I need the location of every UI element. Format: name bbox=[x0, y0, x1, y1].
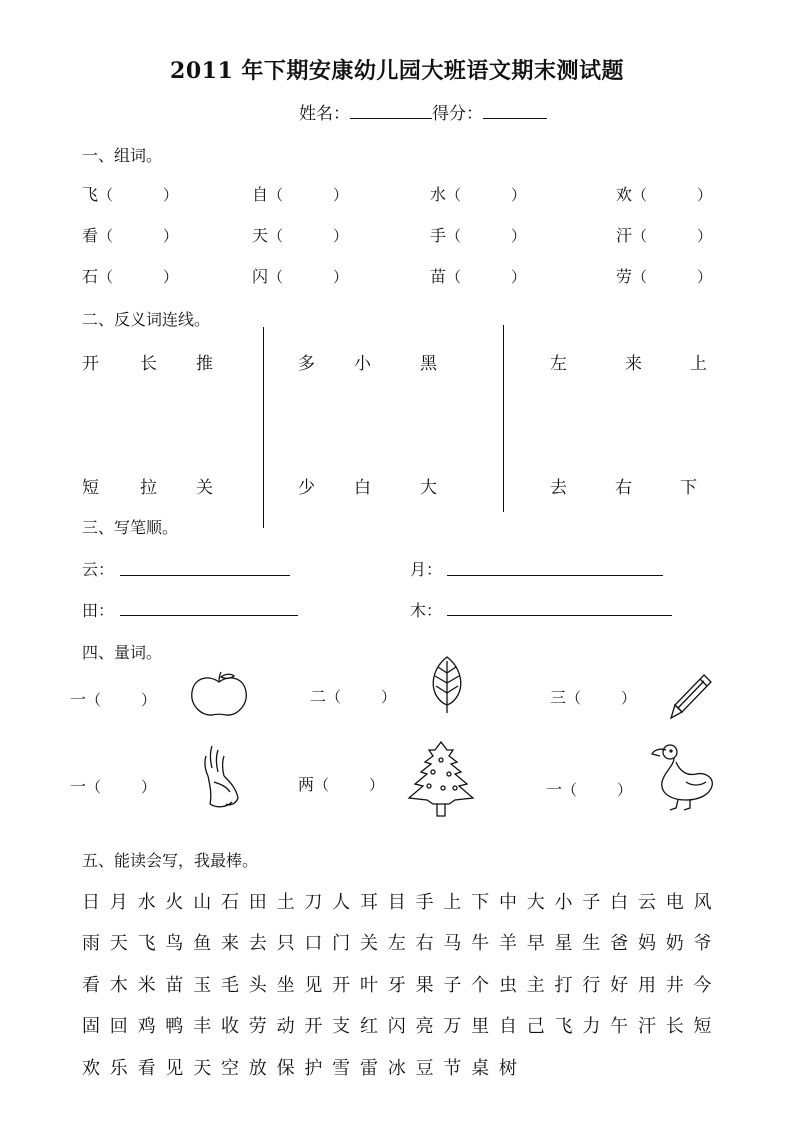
reading-char: 收 bbox=[220, 1016, 239, 1037]
antonym-word[interactable]: 下 bbox=[680, 478, 697, 498]
reading-char: 来 bbox=[220, 933, 239, 954]
antonym-word[interactable]: 黑 bbox=[420, 354, 437, 374]
score-label: 得分： bbox=[432, 104, 483, 124]
reading-char: 开 bbox=[332, 975, 351, 996]
reading-char: 木 bbox=[109, 975, 128, 996]
zuci-char: 石 bbox=[82, 267, 99, 286]
antonym-word[interactable]: 大 bbox=[420, 478, 437, 498]
zuci-item: 石（ ） bbox=[82, 267, 179, 286]
reading-char: 日 bbox=[82, 892, 100, 913]
zuci-char: 飞 bbox=[82, 185, 99, 204]
zuci-item: 飞（ ） bbox=[82, 185, 179, 204]
section-2-heading: 二、反义词连线。 bbox=[82, 310, 211, 329]
measure-answer[interactable] bbox=[101, 689, 141, 705]
reading-char: 田 bbox=[248, 892, 267, 913]
zuci-char: 自 bbox=[252, 185, 269, 204]
measure-answer[interactable] bbox=[581, 687, 621, 703]
zuci-char: 天 bbox=[252, 226, 269, 245]
antonym-word[interactable]: 白 bbox=[354, 478, 371, 498]
reading-char: 红 bbox=[359, 1016, 378, 1037]
reading-char: 手 bbox=[415, 892, 434, 913]
reading-char: 米 bbox=[137, 975, 156, 996]
zuci-item: 手（ ） bbox=[430, 226, 527, 245]
reading-char: 爷 bbox=[693, 933, 712, 954]
antonym-word[interactable]: 长 bbox=[140, 354, 157, 374]
number-char: 两 bbox=[298, 775, 315, 794]
number-char: 三 bbox=[550, 688, 567, 707]
reading-char: 短 bbox=[693, 1016, 712, 1037]
section-5-heading: 五、能读会写，我最棒。 bbox=[82, 851, 259, 870]
zuci-item: 欢（ ） bbox=[616, 185, 713, 204]
reading-char: 回 bbox=[109, 1016, 128, 1037]
zuci-item: 闪（ ） bbox=[252, 267, 349, 286]
reading-char: 妈 bbox=[637, 933, 656, 954]
reading-char: 个 bbox=[471, 975, 490, 996]
reading-char: 雪 bbox=[332, 1058, 351, 1079]
reading-char: 亮 bbox=[415, 1016, 434, 1037]
zuci-item: 自（ ） bbox=[252, 185, 349, 204]
reading-char: 玉 bbox=[193, 975, 212, 996]
reading-char: 石 bbox=[220, 892, 239, 913]
reading-char: 羊 bbox=[498, 933, 517, 954]
reading-char: 关 bbox=[359, 933, 378, 954]
reading-char: 土 bbox=[276, 892, 295, 913]
zuci-item: 劳（ ） bbox=[616, 267, 713, 286]
number-char: 一 bbox=[70, 777, 87, 796]
reading-char: 固 bbox=[82, 1016, 100, 1037]
antonym-word[interactable]: 拉 bbox=[140, 478, 157, 498]
reading-char: 飞 bbox=[137, 933, 156, 954]
zuci-char: 苗 bbox=[430, 267, 447, 286]
reading-char: 云 bbox=[637, 892, 656, 913]
reading-char: 今 bbox=[693, 975, 712, 996]
reading-char: 树 bbox=[498, 1058, 517, 1079]
measure-answer[interactable] bbox=[341, 686, 381, 702]
zuci-answer[interactable] bbox=[113, 184, 163, 200]
section-3-heading: 三、写笔顺。 bbox=[82, 518, 179, 537]
column-divider bbox=[503, 325, 504, 512]
stroke-char-label: 田： bbox=[82, 601, 115, 620]
column-divider bbox=[263, 327, 264, 528]
reading-char: 午 bbox=[610, 1016, 629, 1037]
zuci-item: 苗（ ） bbox=[430, 267, 527, 286]
reading-char: 里 bbox=[471, 1016, 490, 1037]
reading-char: 豆 bbox=[415, 1058, 434, 1079]
tree-icon bbox=[405, 738, 477, 820]
zuci-char: 劳 bbox=[616, 267, 633, 286]
measure-word-item: 二（ ） bbox=[310, 687, 397, 706]
measure-answer[interactable] bbox=[329, 774, 369, 790]
reading-char: 毛 bbox=[220, 975, 239, 996]
reading-char: 生 bbox=[582, 933, 601, 954]
reading-char: 月 bbox=[109, 892, 128, 913]
antonym-word[interactable]: 左 bbox=[550, 354, 567, 374]
stroke-char-label: 月： bbox=[410, 560, 443, 579]
reading-char: 牙 bbox=[387, 975, 406, 996]
zuci-answer[interactable] bbox=[647, 225, 697, 241]
zuci-char: 手 bbox=[430, 226, 447, 245]
reading-char: 牛 bbox=[471, 933, 490, 954]
reading-char: 保 bbox=[276, 1058, 295, 1079]
reading-char: 奶 bbox=[665, 933, 684, 954]
zuci-item: 看（ ） bbox=[82, 226, 179, 245]
zuci-item: 天（ ） bbox=[252, 226, 349, 245]
reading-char: 万 bbox=[443, 1016, 462, 1037]
reading-char: 开 bbox=[304, 1016, 323, 1037]
reading-char: 果 bbox=[415, 975, 434, 996]
reading-char: 苗 bbox=[165, 975, 184, 996]
measure-word-item: 一（ ） bbox=[70, 777, 157, 796]
reading-row bbox=[82, 1012, 721, 1038]
measure-word-item: 两（ ） bbox=[298, 775, 385, 794]
reading-char: 大 bbox=[526, 892, 545, 913]
reading-char: 用 bbox=[637, 975, 656, 996]
reading-char: 鱼 bbox=[193, 933, 212, 954]
zuci-char: 看 bbox=[82, 226, 99, 245]
reading-char: 飞 bbox=[554, 1016, 573, 1037]
pencil-icon bbox=[668, 672, 714, 722]
hand-icon bbox=[196, 742, 242, 812]
reading-char: 闪 bbox=[387, 1016, 406, 1037]
zuci-char: 欢 bbox=[616, 185, 633, 204]
antonym-word[interactable]: 去 bbox=[550, 478, 567, 498]
reading-char: 动 bbox=[276, 1016, 295, 1037]
zuci-answer[interactable] bbox=[283, 225, 333, 241]
antonym-word[interactable]: 少 bbox=[298, 478, 315, 498]
name-label: 姓名： bbox=[299, 104, 350, 124]
antonym-word[interactable]: 多 bbox=[298, 354, 315, 374]
reading-char: 电 bbox=[665, 892, 684, 913]
antonym-word[interactable]: 上 bbox=[690, 354, 707, 374]
reading-char: 行 bbox=[582, 975, 601, 996]
leaf-icon bbox=[428, 655, 466, 715]
antonym-word[interactable]: 小 bbox=[354, 354, 371, 374]
stroke-answer-line[interactable] bbox=[447, 615, 672, 616]
antonym-word[interactable]: 右 bbox=[615, 478, 632, 498]
zuci-char: 汗 bbox=[616, 226, 633, 245]
reading-char: 只 bbox=[276, 933, 295, 954]
page-title: 2011 年下期安康幼儿园大班语文期末测试题 bbox=[170, 58, 624, 84]
zuci-char: 闪 bbox=[252, 267, 269, 286]
zuci-answer[interactable] bbox=[113, 225, 163, 241]
reading-char: 空 bbox=[220, 1058, 239, 1079]
number-char: 一 bbox=[546, 780, 563, 799]
antonym-word[interactable]: 关 bbox=[196, 478, 213, 498]
measure-answer[interactable] bbox=[577, 779, 617, 795]
zuci-answer[interactable] bbox=[647, 184, 697, 200]
reading-char: 雷 bbox=[359, 1058, 378, 1079]
reading-char: 劳 bbox=[248, 1016, 267, 1037]
antonym-word[interactable]: 开 bbox=[82, 354, 99, 374]
zuci-answer[interactable] bbox=[461, 225, 511, 241]
reading-char: 节 bbox=[443, 1058, 462, 1079]
reading-char: 风 bbox=[693, 892, 712, 913]
reading-char: 小 bbox=[554, 892, 573, 913]
reading-char: 白 bbox=[610, 892, 629, 913]
reading-row bbox=[82, 929, 721, 955]
name-field[interactable] bbox=[350, 102, 432, 119]
zuci-answer[interactable] bbox=[461, 184, 511, 200]
reading-char: 刀 bbox=[304, 892, 323, 913]
reading-char: 乐 bbox=[109, 1058, 128, 1079]
reading-char: 鸭 bbox=[165, 1016, 184, 1037]
section-1-heading: 一、组词。 bbox=[82, 146, 163, 165]
reading-char: 丰 bbox=[193, 1016, 212, 1037]
duck-icon bbox=[650, 742, 718, 814]
reading-char: 左 bbox=[387, 933, 406, 954]
reading-char: 子 bbox=[582, 892, 601, 913]
reading-char: 右 bbox=[415, 933, 434, 954]
section-4-heading: 四、量词。 bbox=[82, 643, 163, 662]
reading-char: 坐 bbox=[276, 975, 295, 996]
stroke-answer-line[interactable] bbox=[447, 575, 663, 576]
reading-char: 星 bbox=[554, 933, 573, 954]
reading-char: 天 bbox=[109, 933, 128, 954]
zuci-answer[interactable] bbox=[283, 184, 333, 200]
reading-char: 见 bbox=[165, 1058, 184, 1079]
stroke-answer-line[interactable] bbox=[120, 575, 290, 576]
zuci-answer[interactable] bbox=[113, 266, 163, 282]
reading-char: 门 bbox=[332, 933, 351, 954]
reading-char: 水 bbox=[137, 892, 156, 913]
reading-char: 己 bbox=[526, 1016, 545, 1037]
name-score-line bbox=[299, 99, 547, 124]
measure-word-item: 一（ ） bbox=[546, 780, 633, 799]
zuci-answer[interactable] bbox=[647, 266, 697, 282]
reading-char: 口 bbox=[304, 933, 323, 954]
reading-char: 看 bbox=[82, 975, 100, 996]
apple-icon bbox=[188, 670, 250, 720]
reading-char: 耳 bbox=[359, 892, 378, 913]
reading-char: 去 bbox=[248, 933, 267, 954]
reading-char: 下 bbox=[471, 892, 490, 913]
reading-char: 子 bbox=[443, 975, 462, 996]
stroke-char-label: 云： bbox=[82, 560, 115, 579]
reading-char: 冰 bbox=[387, 1058, 406, 1079]
reading-char: 山 bbox=[193, 892, 212, 913]
zuci-answer[interactable] bbox=[283, 266, 333, 282]
reading-char: 上 bbox=[443, 892, 462, 913]
zuci-item: 水（ ） bbox=[430, 185, 527, 204]
antonym-word[interactable]: 短 bbox=[82, 478, 99, 498]
stroke-answer-line[interactable] bbox=[120, 615, 298, 616]
reading-char: 主 bbox=[526, 975, 545, 996]
number-char: 一 bbox=[70, 690, 87, 709]
reading-row bbox=[82, 888, 721, 914]
zuci-item: 汗（ ） bbox=[616, 226, 713, 245]
reading-char: 人 bbox=[332, 892, 351, 913]
reading-char: 放 bbox=[248, 1058, 267, 1079]
reading-char: 早 bbox=[526, 933, 545, 954]
reading-char: 目 bbox=[387, 892, 406, 913]
reading-char: 虫 bbox=[498, 975, 517, 996]
reading-char: 见 bbox=[304, 975, 323, 996]
reading-char: 自 bbox=[498, 1016, 517, 1037]
reading-char: 长 bbox=[665, 1016, 684, 1037]
reading-char: 马 bbox=[443, 933, 462, 954]
reading-char: 鸟 bbox=[165, 933, 184, 954]
reading-char: 护 bbox=[304, 1058, 323, 1079]
reading-char: 汗 bbox=[637, 1016, 656, 1037]
number-char: 二 bbox=[310, 687, 327, 706]
reading-char: 力 bbox=[582, 1016, 601, 1037]
reading-char: 中 bbox=[498, 892, 517, 913]
reading-char: 欢 bbox=[82, 1058, 100, 1079]
measure-word-item: 一（ ） bbox=[70, 690, 157, 709]
reading-char: 支 bbox=[332, 1016, 351, 1037]
stroke-char-label: 木： bbox=[410, 601, 443, 620]
antonym-word[interactable]: 推 bbox=[196, 354, 213, 374]
score-field[interactable] bbox=[483, 102, 547, 119]
reading-char: 叶 bbox=[359, 975, 378, 996]
antonym-word[interactable]: 来 bbox=[625, 354, 642, 374]
measure-answer[interactable] bbox=[101, 776, 141, 792]
reading-char: 爸 bbox=[610, 933, 629, 954]
reading-char: 雨 bbox=[82, 933, 100, 954]
reading-char: 井 bbox=[665, 975, 684, 996]
reading-char: 火 bbox=[165, 892, 184, 913]
reading-char: 头 bbox=[248, 975, 267, 996]
zuci-char: 水 bbox=[430, 185, 447, 204]
reading-char: 桌 bbox=[471, 1058, 490, 1079]
reading-row bbox=[82, 971, 721, 997]
reading-row bbox=[82, 1054, 527, 1080]
reading-char: 鸡 bbox=[137, 1016, 156, 1037]
reading-char: 看 bbox=[137, 1058, 156, 1079]
reading-char: 好 bbox=[610, 975, 629, 996]
measure-word-item: 三（ ） bbox=[550, 688, 637, 707]
reading-char: 天 bbox=[193, 1058, 212, 1079]
zuci-answer[interactable] bbox=[461, 266, 511, 282]
reading-char: 打 bbox=[554, 975, 573, 996]
